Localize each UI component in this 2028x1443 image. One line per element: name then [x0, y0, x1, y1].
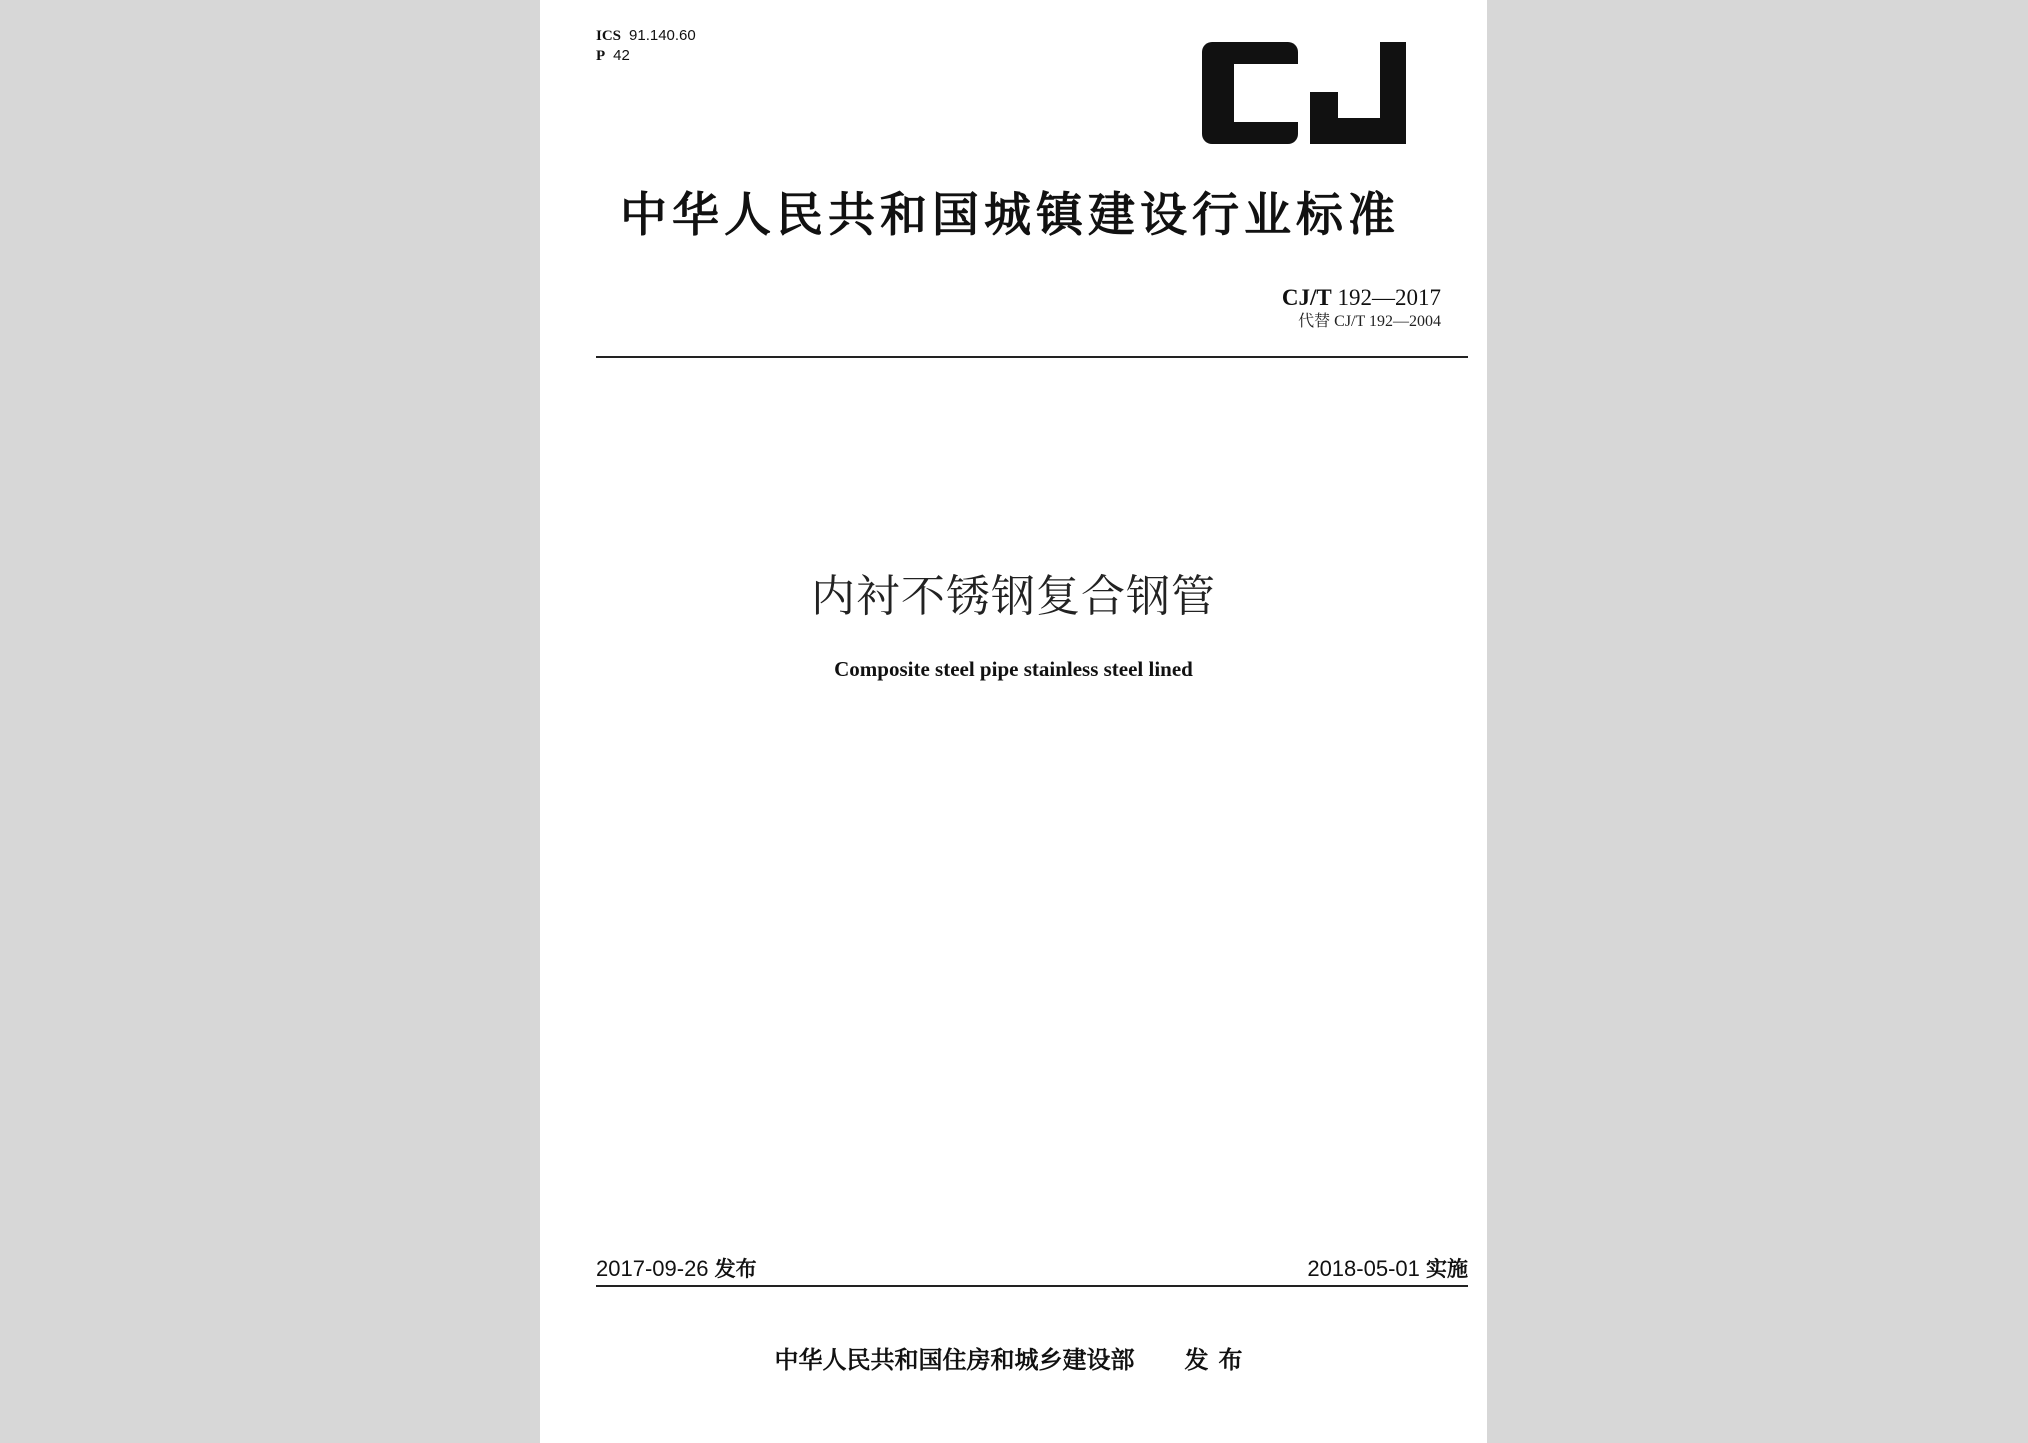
standard-code-prefix: CJ/T: [1281, 285, 1332, 310]
replaces-standard: 代替 CJ/T 192—2004: [1298, 313, 1441, 330]
publisher-line: [540, 1340, 1487, 1375]
publisher-name: 中华人民共和国住房和城乡建设部: [774, 1346, 1135, 1374]
ics-line: [596, 26, 696, 46]
implementation-date: [1307, 1253, 1468, 1283]
ccs-value: 42: [613, 47, 630, 64]
issue-date-value: 2017-09-26: [596, 1256, 709, 1281]
publisher-verb: 发布: [1184, 1346, 1253, 1374]
standard-code: [1282, 284, 1441, 312]
issue-date: [596, 1253, 757, 1283]
issue-date-label: 发布: [714, 1257, 757, 1281]
classification-codes: [596, 26, 696, 66]
standard-code-block: [1282, 284, 1441, 332]
ccs-label: P: [596, 48, 606, 64]
cj-logo: [1202, 42, 1408, 144]
ics-label: ICS: [596, 28, 622, 44]
standard-category-title: 中华人民共和国城镇建设行业标准: [620, 188, 1400, 243]
document-title: 内衬不锈钢复合钢管: [811, 571, 1216, 622]
ics-value: 91.140.60: [629, 27, 696, 44]
implementation-date-value: 2018-05-01: [1307, 1256, 1420, 1281]
bottom-divider: [596, 1285, 1468, 1287]
ccs-line: [596, 46, 696, 66]
standard-code-number: 192—2017: [1337, 285, 1441, 310]
standard-cover-page: [540, 0, 1487, 1443]
top-divider: [596, 356, 1468, 358]
implementation-date-label: 实施: [1426, 1257, 1468, 1281]
document-subtitle-english: Composite steel pipe stainless steel lined: [834, 657, 1193, 681]
